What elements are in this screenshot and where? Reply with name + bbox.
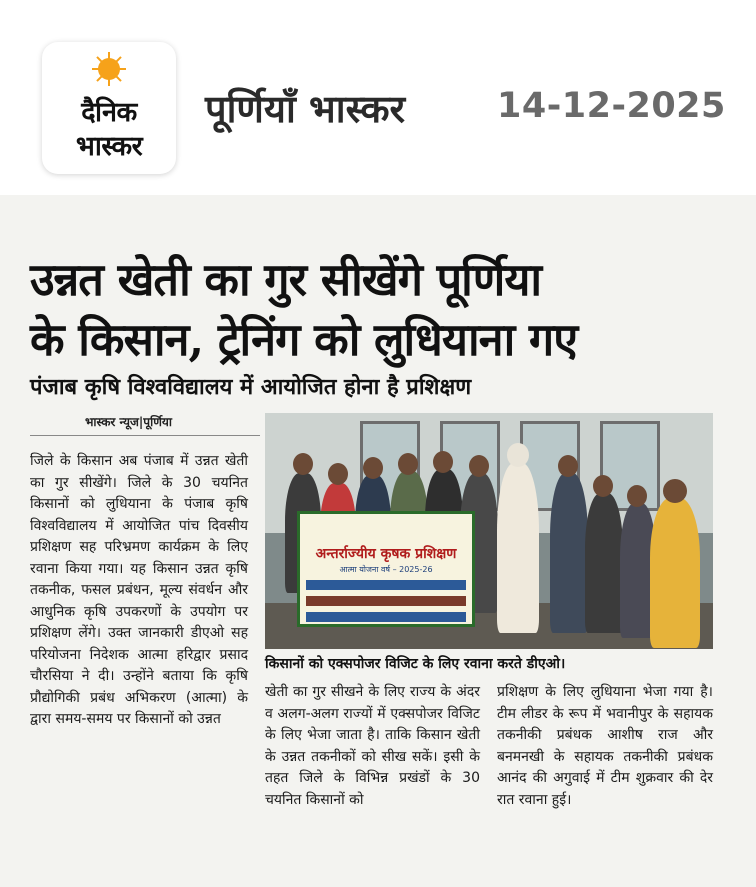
logo-text-bottom: भास्कर [75, 131, 143, 162]
headline-line-1: उन्नत खेती का गुर सीखेंगे पूर्णिया [30, 253, 542, 306]
photo-head [663, 479, 687, 503]
logo-text-top: दैनिक [81, 97, 137, 128]
headline-line-2: के किसान, ट्रेनिंग को लुधियाना गए [30, 313, 578, 366]
banner-text-line [306, 596, 466, 606]
article-photo[interactable] [265, 413, 713, 649]
banner-subtitle: आत्मा योजना वर्ष – 2025-26 [339, 565, 433, 574]
banner-text-line [306, 580, 466, 590]
photo-head [558, 455, 578, 477]
banner-text-line [306, 612, 466, 622]
photo-head [593, 475, 613, 497]
app-header [0, 0, 756, 195]
photo-head [293, 453, 313, 475]
photo-head [363, 457, 383, 479]
article-subhead: पंजाब कृषि विश्वविद्यालय में आयोजित होना है प्रशिक्षण [30, 375, 472, 400]
article-headline [30, 250, 730, 370]
newspaper-clipping[interactable] [0, 195, 756, 887]
byline-divider [30, 435, 260, 436]
article-column-2: खेती का गुर सीखने के लिए राज्य के अंदर व अलग-अलग राज्यों में एक्सपोजर विजिट के लिए भेजा जाता है। ताकि किसान खेती के उन्नत तकनीकों को सीख सकें। इसी के तहत जिले के विभिन्न प्रखंडों के 30 चयनित किसानों को [265, 684, 480, 808]
banner-title: अन्तर्राज्यीय कृषक प्रशिक्षण [315, 546, 457, 562]
article-column-1: जिले के किसान अब पंजाब में उन्नत खेती का गुर सीखेंगे। जिले के 30 चयनित किसानों को लुधियाना के पंजाब कृषि विश्वविद्यालय में आयोजित पांच दिवसीय प्रशिक्षण सह परिभ्रमण कार्यक्रम के लिए रवाना किया गया। यह किसान उन्नत कृषि तकनीक, फसल प्रबंधन, मूल्य संवर्धन और आधुनिक कृषि उपकरणों के उपयोग पर प्रशिक्षण लेंगे। उक्त जानकारी डीएओ सह परियोजना निदेशक आत्मा हरिद्वार प्रसाद चौरसिया ने दी। उन्होंने बताया कि कृषि प्रौद्योगिकी प्रबंध अभिकरण (आत्मा) के द्वारा समय-समय पर किसानों को उन्नत [30, 453, 248, 727]
photo-head [627, 485, 647, 507]
article-byline: भास्कर न्यूज|पूर्णिया [85, 415, 172, 429]
photo-caption: किसानों को एक्सपोजर विजिट के लिए रवाना करते डीएओ। [265, 656, 566, 672]
sun-icon [92, 52, 126, 86]
dainik-bhaskar-logo[interactable] [42, 42, 176, 174]
edition-title: पूर्णियाँ भास्कर [205, 87, 406, 131]
photo-person [585, 493, 623, 633]
photo-head [507, 443, 529, 467]
photo-head [328, 463, 348, 485]
photo-person [497, 463, 539, 633]
photo-head [398, 453, 418, 475]
photo-head [433, 451, 453, 473]
photo-person [550, 473, 588, 633]
edition-date: 14-12-2025 [497, 86, 726, 126]
photo-head [469, 455, 489, 477]
training-banner [297, 511, 475, 627]
article-column-3: प्रशिक्षण के लिए लुधियाना भेजा गया है। टीम लीडर के रूप में भवानीपुर के सहायक तकनीकी प्रबंधक आशीष राज और बनमनखी के सहायक तकनीकी प्रबंधक आनंद की अगुवाई में टीम शुक्रवार की देर रात रवाना हुई। [497, 684, 713, 808]
photo-person [650, 498, 700, 648]
